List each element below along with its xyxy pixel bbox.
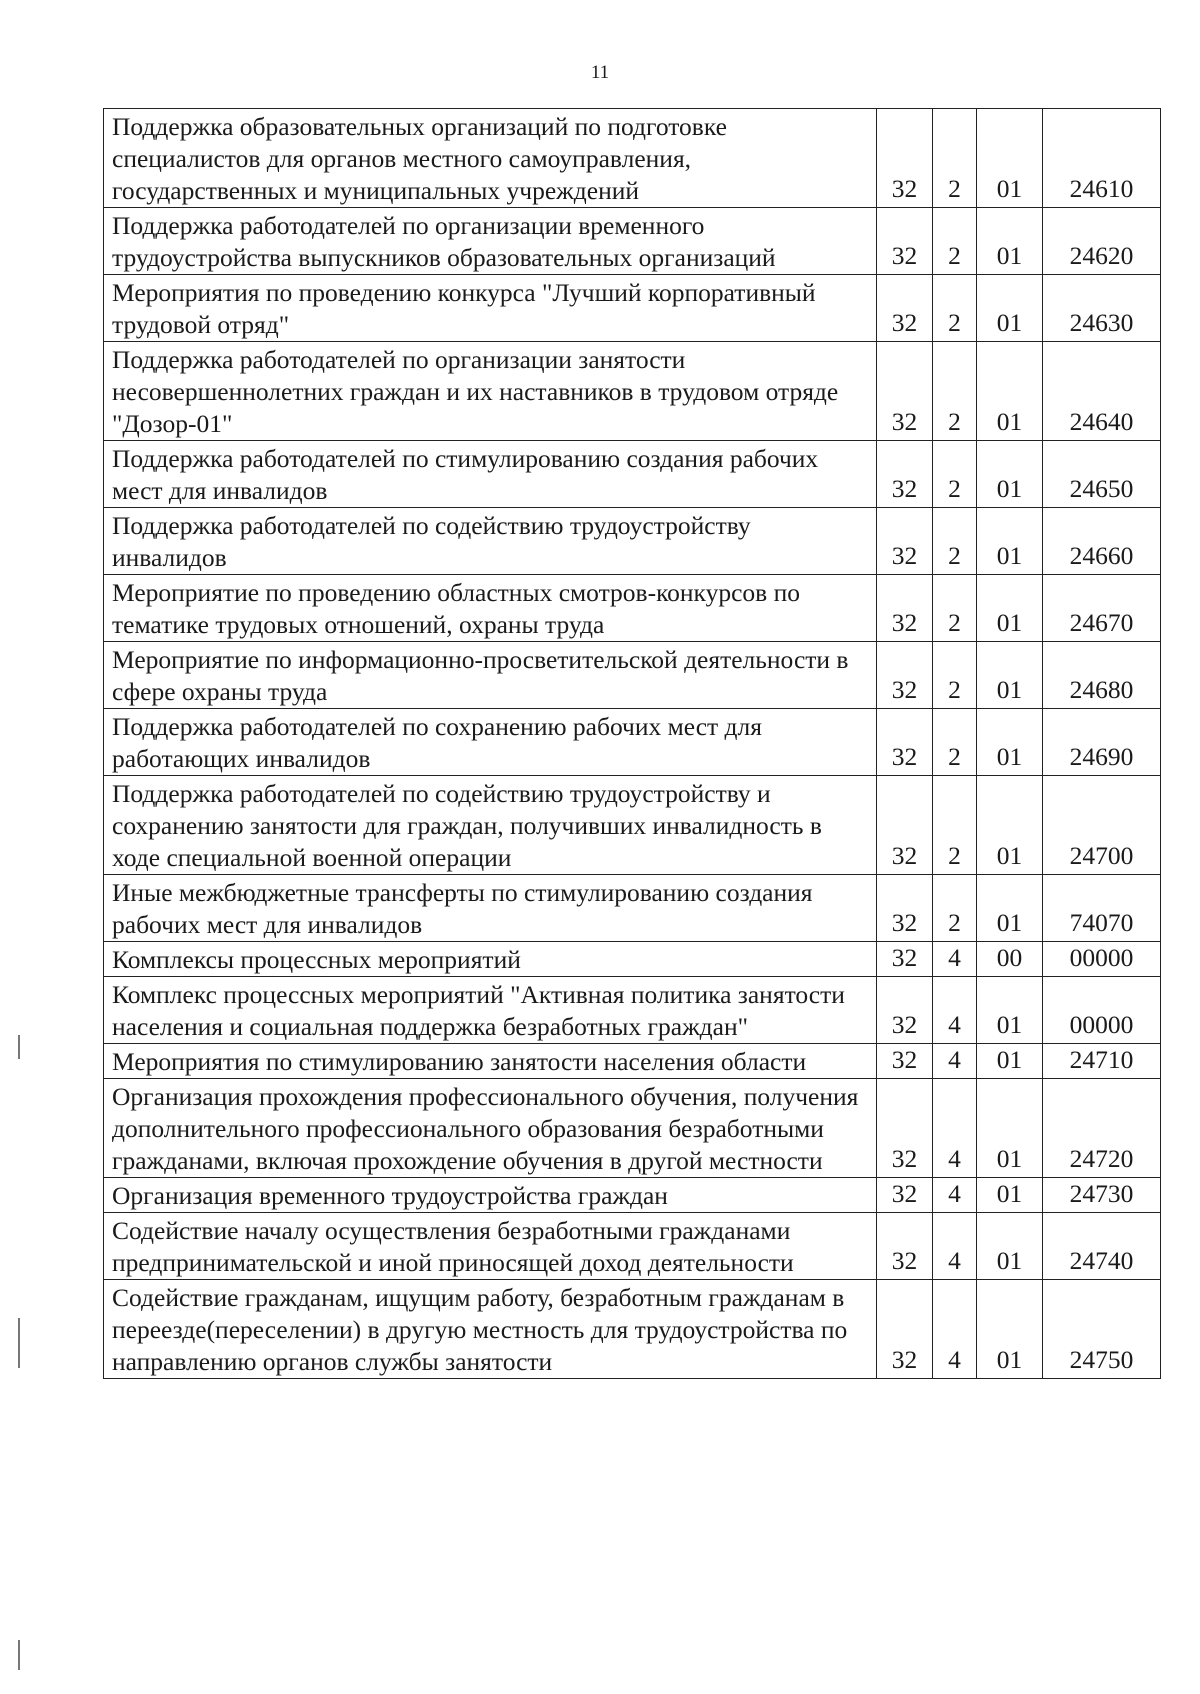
code-event: 01: [977, 275, 1043, 342]
code-program: 32: [877, 642, 933, 709]
row-description: Поддержка работодателей по содействию трудоустройству инвалидов: [104, 508, 877, 575]
code-event: 01: [977, 642, 1043, 709]
code-event: 01: [977, 977, 1043, 1044]
code-direction: 24620: [1043, 208, 1161, 275]
table-row: [104, 977, 1161, 1044]
code-subprogram: 2: [933, 109, 977, 208]
code-event: 01: [977, 342, 1043, 441]
code-program: 32: [877, 342, 933, 441]
code-direction: 24710: [1043, 1044, 1161, 1079]
code-direction: 24610: [1043, 109, 1161, 208]
table-row: [104, 642, 1161, 709]
code-direction: 00000: [1043, 977, 1161, 1044]
row-description: Мероприятия по стимулированию занятости населения области: [104, 1044, 877, 1079]
row-description: Поддержка работодателей по содействию трудоустройству и сохранению занятости для граждан, получивших инвалидность в ходе специальной военной операции: [104, 776, 877, 875]
budget-classification-table: [103, 108, 1161, 1379]
scan-margin-mark: [18, 1318, 20, 1368]
code-event: 00: [977, 942, 1043, 977]
code-direction: 00000: [1043, 942, 1161, 977]
scan-margin-mark: [18, 1640, 20, 1670]
code-subprogram: 2: [933, 709, 977, 776]
table-row: [104, 575, 1161, 642]
table-row: [104, 776, 1161, 875]
table-row: [104, 342, 1161, 441]
code-direction: 24670: [1043, 575, 1161, 642]
code-subprogram: 4: [933, 1178, 977, 1213]
code-subprogram: 2: [933, 342, 977, 441]
table-row: [104, 1280, 1161, 1379]
code-event: 01: [977, 709, 1043, 776]
row-description: Содействие гражданам, ищущим работу, безработным гражданам в переезде(переселении) в другую местность для трудоустройства по направлению органов службы занятости: [104, 1280, 877, 1379]
row-description: Содействие началу осуществления безработными гражданами предпринимательской и иной приносящей доход деятельности: [104, 1213, 877, 1280]
page-number: 11: [590, 62, 610, 83]
code-program: 32: [877, 1178, 933, 1213]
code-event: 01: [977, 1079, 1043, 1178]
code-event: 01: [977, 1044, 1043, 1079]
code-program: 32: [877, 275, 933, 342]
code-subprogram: 2: [933, 208, 977, 275]
table-row: [104, 109, 1161, 208]
code-subprogram: 2: [933, 441, 977, 508]
code-program: 32: [877, 875, 933, 942]
code-direction: 24700: [1043, 776, 1161, 875]
code-direction: 24640: [1043, 342, 1161, 441]
row-description: Мероприятие по проведению областных смотров-конкурсов по тематике трудовых отношений, охраны труда: [104, 575, 877, 642]
code-subprogram: 4: [933, 1280, 977, 1379]
code-program: 32: [877, 977, 933, 1044]
code-program: 32: [877, 1280, 933, 1379]
code-direction: 24730: [1043, 1178, 1161, 1213]
code-subprogram: 4: [933, 977, 977, 1044]
code-subprogram: 2: [933, 275, 977, 342]
scan-margin-mark: [18, 1035, 20, 1059]
code-subprogram: 2: [933, 776, 977, 875]
code-program: 32: [877, 1079, 933, 1178]
code-event: 01: [977, 508, 1043, 575]
code-direction: 24740: [1043, 1213, 1161, 1280]
row-description: Организация прохождения профессионального обучения, получения дополнительного профессионального образования безработными гражданами, включая прохождение обучения в другой местности: [104, 1079, 877, 1178]
code-event: 01: [977, 875, 1043, 942]
table-row: [104, 208, 1161, 275]
code-subprogram: 2: [933, 642, 977, 709]
code-event: 01: [977, 776, 1043, 875]
code-subprogram: 4: [933, 942, 977, 977]
code-subprogram: 2: [933, 575, 977, 642]
code-program: 32: [877, 709, 933, 776]
table-row: [104, 942, 1161, 977]
row-description: Поддержка образовательных организаций по подготовке специалистов для органов местного самоуправления, государственных и муниципальных учреждений: [104, 109, 877, 208]
row-description: Иные межбюджетные трансферты по стимулированию создания рабочих мест для инвалидов: [104, 875, 877, 942]
code-event: 01: [977, 1213, 1043, 1280]
code-program: 32: [877, 1044, 933, 1079]
code-program: 32: [877, 942, 933, 977]
code-subprogram: 2: [933, 508, 977, 575]
code-subprogram: 4: [933, 1213, 977, 1280]
code-direction: 24650: [1043, 441, 1161, 508]
table-row: [104, 275, 1161, 342]
code-event: 01: [977, 1280, 1043, 1379]
row-description: Мероприятие по информационно-просветительской деятельности в сфере охраны труда: [104, 642, 877, 709]
code-direction: 24680: [1043, 642, 1161, 709]
row-description: Поддержка работодателей по организации занятости несовершеннолетних граждан и их наставников в трудовом отряде "Дозор-01": [104, 342, 877, 441]
code-subprogram: 4: [933, 1044, 977, 1079]
code-direction: 24690: [1043, 709, 1161, 776]
table-row: [104, 1213, 1161, 1280]
table-body: [104, 109, 1161, 1379]
row-description: Поддержка работодателей по организации временного трудоустройства выпускников образовательных организаций: [104, 208, 877, 275]
row-description: Организация временного трудоустройства граждан: [104, 1178, 877, 1213]
table-row: [104, 875, 1161, 942]
code-program: 32: [877, 208, 933, 275]
row-description: Комплекс процессных мероприятий "Активная политика занятости населения и социальная поддержка безработных граждан": [104, 977, 877, 1044]
code-direction: 24630: [1043, 275, 1161, 342]
code-event: 01: [977, 575, 1043, 642]
row-description: Комплексы процессных мероприятий: [104, 942, 877, 977]
code-subprogram: 2: [933, 875, 977, 942]
code-program: 32: [877, 508, 933, 575]
code-event: 01: [977, 441, 1043, 508]
row-description: Поддержка работодателей по стимулированию создания рабочих мест для инвалидов: [104, 441, 877, 508]
row-description: Поддержка работодателей по сохранению рабочих мест для работающих инвалидов: [104, 709, 877, 776]
code-event: 01: [977, 208, 1043, 275]
code-direction: 24720: [1043, 1079, 1161, 1178]
code-program: 32: [877, 776, 933, 875]
code-direction: 24750: [1043, 1280, 1161, 1379]
code-direction: 74070: [1043, 875, 1161, 942]
row-description: Мероприятия по проведению конкурса "Лучший корпоративный трудовой отряд": [104, 275, 877, 342]
table-row: [104, 508, 1161, 575]
code-program: 32: [877, 109, 933, 208]
table-row: [104, 1044, 1161, 1079]
code-program: 32: [877, 575, 933, 642]
code-event: 01: [977, 109, 1043, 208]
table-row: [104, 441, 1161, 508]
table-row: [104, 709, 1161, 776]
code-program: 32: [877, 1213, 933, 1280]
code-event: 01: [977, 1178, 1043, 1213]
code-direction: 24660: [1043, 508, 1161, 575]
code-program: 32: [877, 441, 933, 508]
code-subprogram: 4: [933, 1079, 977, 1178]
table-row: [104, 1079, 1161, 1178]
table-row: [104, 1178, 1161, 1213]
